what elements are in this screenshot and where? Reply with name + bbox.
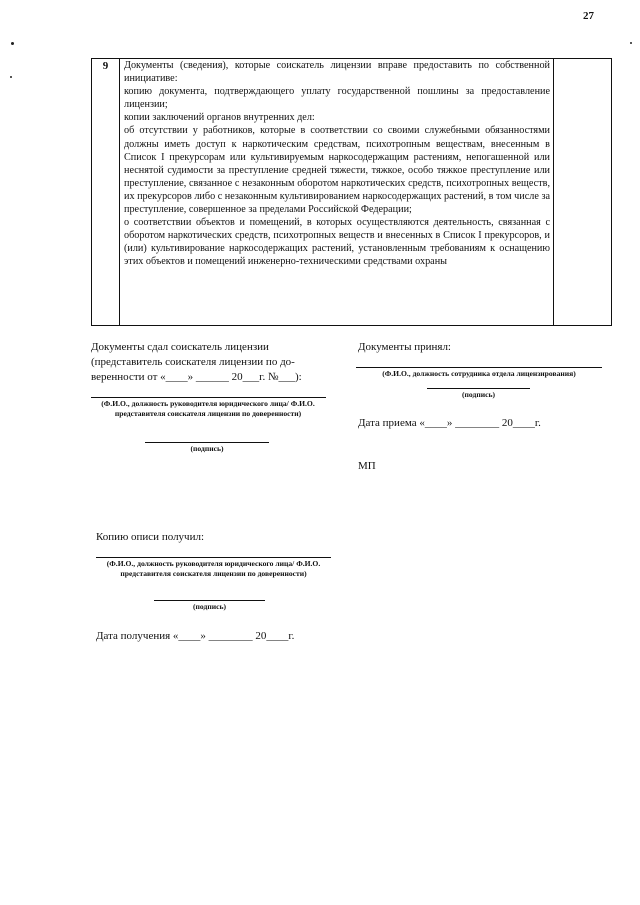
scan-speck: [10, 76, 12, 78]
accepted-heading: Документы принял:: [358, 341, 451, 353]
copy-date-line: Дата получения «____» ________ 20____г.: [96, 630, 295, 642]
copy-name-caption: (Ф.И.О., должность руководителя юридического лица/ Ф.И.О. представителя соискателя лицензии по доверенности): [106, 559, 321, 578]
row-content: [120, 59, 554, 326]
page-number: 27: [583, 10, 594, 22]
row-item-heading: Документы (сведения), которые соискатель лицензии вправе предоставить по собственной инициативе:: [124, 60, 550, 85]
stamp-mark: МП: [358, 460, 376, 472]
scan-speck: [630, 42, 632, 44]
row-item-fee-receipt: копию документа, подтверждающего уплату государственной пошлины за предоставление лицензии;: [124, 86, 550, 111]
signature-line: [427, 388, 530, 389]
signature-line-name: [356, 367, 602, 368]
submitted-signature-caption: (подпись): [190, 444, 224, 453]
accepted-signature-caption: (подпись): [462, 390, 495, 399]
submitted-line-2: (представитель соискателя лицензии по до-: [91, 356, 295, 368]
row-number: 9: [92, 59, 120, 326]
accepted-date-line: Дата приема «____» ________ 20____г.: [358, 417, 541, 429]
scan-speck: [11, 42, 14, 45]
row-item-police-conclusions: копии заключений органов внутренних дел:: [124, 112, 315, 124]
copy-heading: Копию описи получил:: [96, 531, 205, 543]
signature-line-name: [91, 397, 326, 398]
table-row: [92, 59, 612, 326]
row-notes-cell: [554, 59, 612, 326]
signature-line: [145, 442, 269, 443]
documents-table: [91, 58, 612, 326]
signature-line: [154, 600, 265, 601]
submitted-line-1: Документы сдал соискатель лицензии: [91, 341, 269, 353]
signature-line-name: [96, 557, 331, 558]
submitted-name-caption: (Ф.И.О., должность руководителя юридического лица/ Ф.И.О. представителя соискателя лицензии по доверенности): [101, 399, 315, 418]
row-item-premises-compliance: о соответствии объектов и помещений, в которых осуществляются деятельность, связанная с оборотом наркотических средств, психотропных веществ и внесенных в Список I прекурсоров, и (или) культивирование наркосодержащих растений, установленным требованиям к оснащению этих объектов и помещений инженерно-техническими средствами охраны: [124, 217, 550, 268]
row-item-no-criminal-record: об отсутствии у работников, которые в соответствии со своими служебными обязанностями должны иметь доступ к наркотическим средствам, психотропным веществам, внесенным в Список I прекурсорам или культивируемым наркосодержащим растениям, непогашенной или неснятой судимости за преступление средней тяжести, тяжкое, особо тяжкое преступление или преступление, связанное с незаконным оборотом наркотических средств, психотропных веществ, их прекурсоров либо с незаконным культивированием наркосодержащих растений, в том числе за преступление, совершенное за пределами Российской Федерации;: [124, 125, 550, 216]
copy-signature-caption: (подпись): [193, 602, 226, 611]
submitted-line-3: веренности от «____» ______ 20___г. №___):: [91, 371, 302, 383]
accepted-name-caption: (Ф.И.О., должность сотрудника отдела лицензирования): [382, 369, 576, 378]
